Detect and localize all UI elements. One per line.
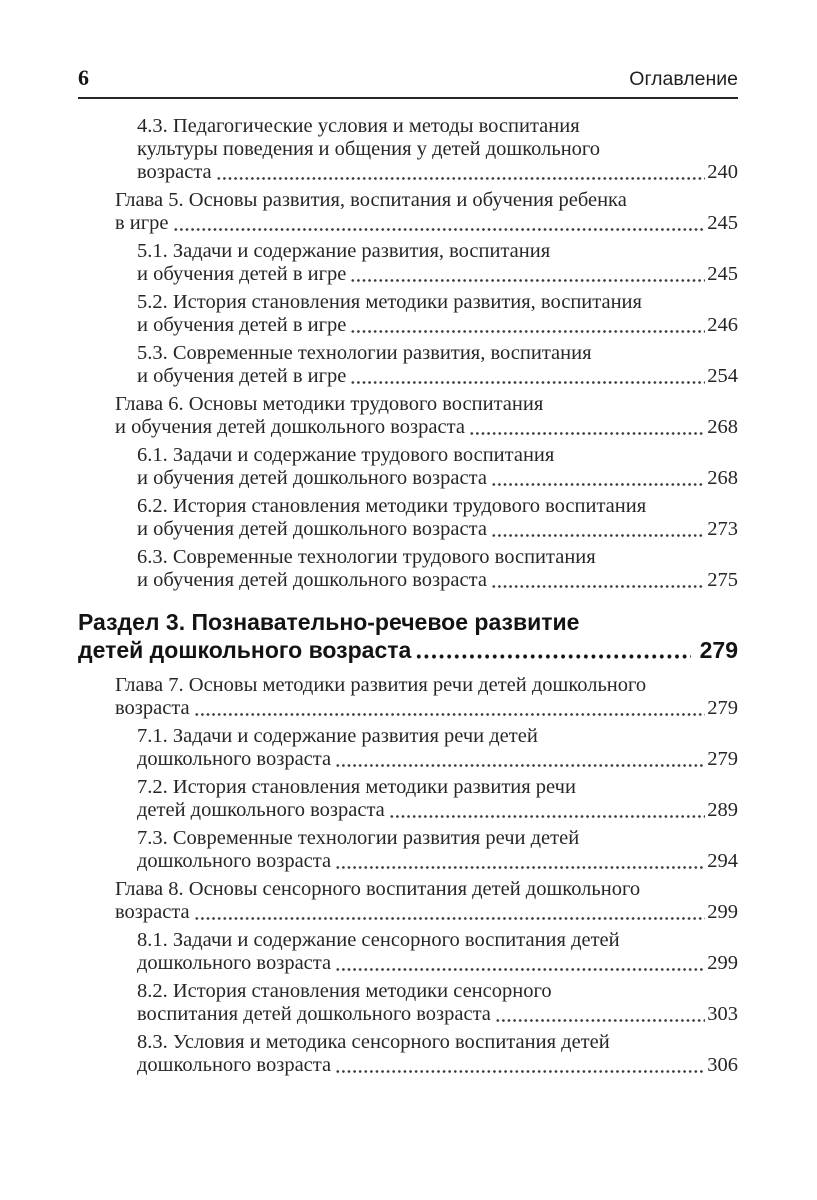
dot-leader: [491, 569, 705, 592]
toc-page-number: 268: [707, 416, 738, 438]
toc-entry-lines: [137, 115, 738, 161]
toc-entry-last-line: [137, 314, 738, 337]
toc-page-number: 289: [707, 799, 738, 821]
toc-page-number: 299: [707, 901, 738, 923]
toc-entry-last-line: [137, 748, 738, 771]
toc-entry-lines: [137, 725, 738, 748]
dot-leader: [335, 748, 705, 771]
toc-entry: [137, 240, 738, 286]
dot-leader: [335, 952, 705, 975]
toc-entry-last-text: и обучения детей в игре: [137, 365, 347, 387]
toc-entry: [137, 444, 738, 490]
toc-entry-line: 6.1. Задачи и содержание трудового воспитания: [137, 444, 555, 466]
toc-page-number: 299: [707, 952, 738, 974]
toc-entry-lines: [115, 674, 738, 697]
toc-entry-last-line: [78, 636, 738, 664]
toc-entry-last-text: дошкольного возраста: [137, 748, 332, 770]
toc-entry-last-text: дошкольного возраста: [137, 1054, 332, 1076]
toc-entry-last-line: [137, 365, 738, 388]
dot-leader: [389, 799, 705, 822]
toc-entry-line: 8.1. Задачи и содержание сенсорного воспитания детей: [137, 929, 620, 951]
toc-entry-last-text: дошкольного возраста: [137, 850, 332, 872]
page-number: 6: [78, 65, 89, 90]
toc-entry-last-text: возраста: [137, 161, 212, 183]
toc-entry-line: 4.3. Педагогические условия и методы воспитания: [137, 115, 580, 137]
dot-leader: [495, 1003, 705, 1026]
toc-entry-last-line: [137, 569, 738, 592]
toc-entry-last-text: возраста: [115, 901, 190, 923]
toc-entry-lines: [115, 393, 738, 416]
toc-entry-last-text: и обучения детей дошкольного возраста: [115, 416, 465, 438]
toc-entry-lines: [137, 495, 738, 518]
toc-page-number: 245: [707, 263, 738, 285]
toc-entry-line: 6.3. Современные технологии трудового воспитания: [137, 546, 596, 568]
dot-leader: [335, 1054, 705, 1077]
toc-entry-line: культуры поведения и общения у детей дошкольного: [137, 138, 601, 160]
dot-leader: [335, 850, 705, 873]
toc-entry-last-line: [115, 212, 738, 235]
toc-entry: [137, 827, 738, 873]
toc-entry-lines: [137, 980, 738, 1003]
toc-entry-last-text: и обучения детей дошкольного возраста: [137, 467, 487, 489]
toc-entry: [115, 878, 738, 924]
dot-leader: [350, 263, 705, 286]
toc-page-number: 279: [707, 697, 738, 719]
toc-entry-line: 5.2. История становления методики развития, воспитания: [137, 291, 642, 313]
toc-entry-last-text: и обучения детей дошкольного возраста: [137, 518, 487, 540]
page-header: [78, 66, 738, 99]
dot-leader: [469, 416, 705, 439]
toc-entry-line: Глава 8. Основы сенсорного воспитания детей дошкольного: [115, 878, 641, 900]
toc-entry-lines: [137, 291, 738, 314]
toc-entry: [137, 495, 738, 541]
toc-entry: [137, 342, 738, 388]
toc-page-number: 303: [707, 1003, 738, 1025]
toc-page-number: 273: [707, 518, 738, 540]
toc-entry-last-line: [137, 467, 738, 490]
toc-entry-last-line: [137, 518, 738, 541]
dot-leader: [350, 314, 705, 337]
toc-entry-lines: [137, 929, 738, 952]
dot-leader: [173, 212, 706, 235]
toc-entry: [115, 393, 738, 439]
toc-entry-lines: [115, 878, 738, 901]
toc-page-number: 240: [707, 161, 738, 183]
toc-page-number: 294: [707, 850, 738, 872]
toc-entry-lines: [137, 776, 738, 799]
toc-page-number: 279: [699, 637, 738, 663]
toc-entry-last-line: [137, 952, 738, 975]
toc-entry: [137, 1031, 738, 1077]
toc-entry-line: 5.1. Задачи и содержание развития, воспитания: [137, 240, 551, 262]
toc-entry-lines: [78, 608, 738, 636]
toc-entry: [115, 189, 738, 235]
toc-entry: [137, 546, 738, 592]
toc-entry-last-line: [115, 697, 738, 720]
toc-entry-last-text: и обучения детей в игре: [137, 314, 347, 336]
toc-page-number: 245: [707, 212, 738, 234]
toc-entry-line: 7.1. Задачи и содержание развития речи детей: [137, 725, 538, 747]
toc-entry-last-text: детей дошкольного возраста: [78, 637, 412, 663]
toc-entry-last-line: [115, 901, 738, 924]
toc-entry-line: 5.3. Современные технологии развития, воспитания: [137, 342, 592, 364]
dot-leader: [491, 467, 705, 490]
toc-list: [78, 99, 738, 1077]
toc-entry-lines: [137, 240, 738, 263]
toc-page-number: 279: [707, 748, 738, 770]
toc-entry: [137, 291, 738, 337]
toc-entry-last-line: [115, 416, 738, 439]
toc-entry-last-text: воспитания детей дошкольного возраста: [137, 1003, 491, 1025]
dot-leader: [491, 518, 705, 541]
dot-leader: [415, 636, 690, 664]
toc-entry: [78, 608, 738, 664]
toc-entry-last-line: [137, 850, 738, 873]
toc-entry-lines: [137, 546, 738, 569]
toc-entry-last-line: [137, 161, 738, 184]
toc-entry-line: Глава 6. Основы методики трудового воспитания: [115, 393, 544, 415]
toc-entry: [137, 980, 738, 1026]
toc-entry-last-text: в игре: [115, 212, 169, 234]
toc-entry-line: Глава 7. Основы методики развития речи детей дошкольного: [115, 674, 647, 696]
toc-entry-lines: [115, 189, 738, 212]
toc-entry-last-line: [137, 799, 738, 822]
toc-page-number: 246: [707, 314, 738, 336]
toc-page-number: 254: [707, 365, 738, 387]
toc-entry-last-text: и обучения детей дошкольного возраста: [137, 569, 487, 591]
toc-entry-lines: [137, 1031, 738, 1054]
dot-leader: [194, 697, 706, 720]
toc-entry-last-text: дошкольного возраста: [137, 952, 332, 974]
toc-entry-line: 7.2. История становления методики развития речи: [137, 776, 576, 798]
toc-page-number: 268: [707, 467, 738, 489]
toc-entry: [137, 929, 738, 975]
toc-entry-last-text: и обучения детей в игре: [137, 263, 347, 285]
toc-entry-last-line: [137, 1003, 738, 1026]
dot-leader: [350, 365, 705, 388]
toc-entry-line: Глава 5. Основы развития, воспитания и обучения ребенка: [115, 189, 627, 211]
toc-entry-last-line: [137, 263, 738, 286]
dot-leader: [216, 161, 706, 184]
toc-entry-last-text: детей дошкольного возраста: [137, 799, 385, 821]
toc-entry-lines: [137, 342, 738, 365]
toc-entry: [115, 674, 738, 720]
toc-entry-line: Раздел 3. Познавательно-речевое развитие: [78, 609, 580, 635]
toc-entry-last-text: возраста: [115, 697, 190, 719]
running-title: Оглавление: [629, 68, 738, 90]
toc-entry: [137, 776, 738, 822]
dot-leader: [194, 901, 706, 924]
toc-entry: [137, 115, 738, 184]
toc-entry-line: 7.3. Современные технологии развития речи детей: [137, 827, 580, 849]
toc-entry-lines: [137, 827, 738, 850]
toc-entry-line: 8.2. История становления методики сенсорного: [137, 980, 552, 1002]
toc-entry: [137, 725, 738, 771]
toc-entry-line: 8.3. Условия и методика сенсорного воспитания детей: [137, 1031, 610, 1053]
toc-entry-line: 6.2. История становления методики трудового воспитания: [137, 495, 647, 517]
toc-page-number: 275: [707, 569, 738, 591]
toc-page-number: 306: [707, 1054, 738, 1076]
toc-entry-lines: [137, 444, 738, 467]
toc-entry-last-line: [137, 1054, 738, 1077]
